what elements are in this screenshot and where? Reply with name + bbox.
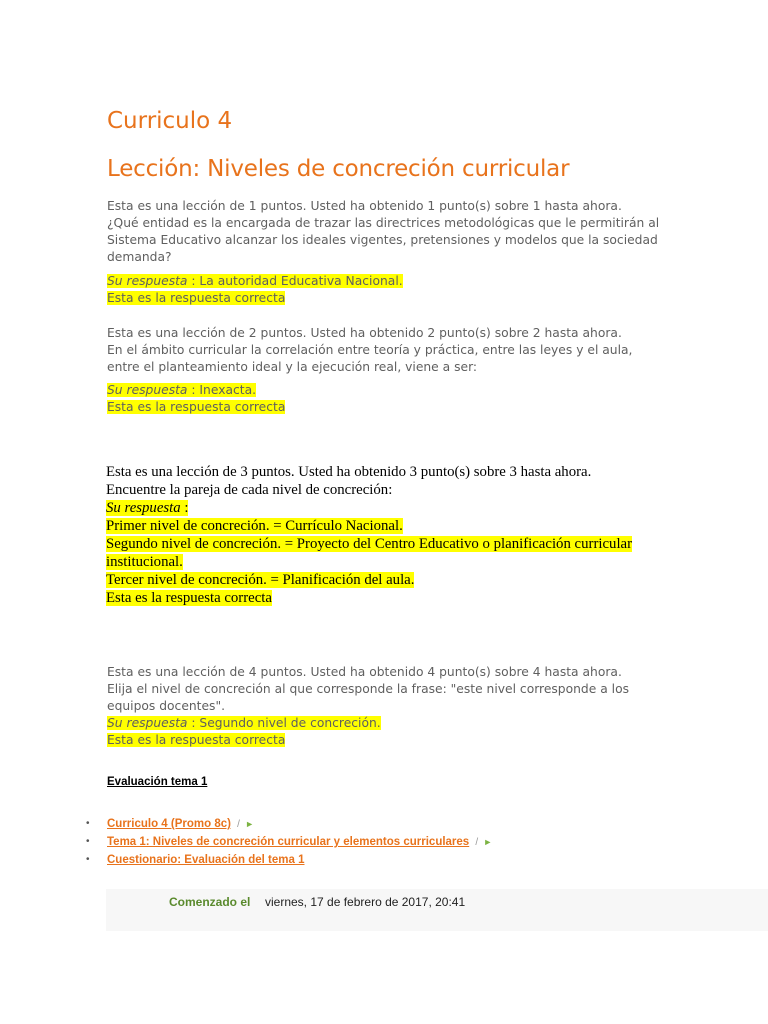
q2-verdict: Esta es la respuesta correcta — [107, 400, 286, 414]
q3-question: Encuentre la pareja de cada nivel de concreción: — [106, 482, 393, 498]
q1-answer-text: : La autoridad Educativa Nacional. — [187, 274, 403, 288]
breadcrumb-separator: / — [475, 837, 479, 848]
breadcrumb-item — [72, 851, 492, 869]
breadcrumb-separator: / — [237, 819, 240, 830]
q3-intro: Esta es una lección de 3 puntos. Usted ha obtenido 3 punto(s) sobre 3 hasta ahora. — [106, 464, 592, 480]
q1-intro: Esta es una lección de 1 puntos. Usted ha obtenido 1 punto(s) sobre 1 hasta ahora. — [107, 199, 622, 213]
breadcrumb-link-quiz[interactable]: Cuestionario: Evaluación del tema 1 — [107, 854, 305, 866]
q3-pair-2: Segundo nivel de concreción. = Proyecto del Centro Educativo o planificación curricular institucional. — [106, 536, 633, 570]
question-1 — [107, 198, 667, 307]
q1-answer — [107, 273, 667, 290]
breadcrumb-item — [72, 815, 492, 833]
started-value: viernes, 17 de febrero de 2017, 20:41 — [265, 895, 466, 909]
q1-verdict: Esta es la respuesta correcta — [107, 291, 286, 305]
question-2 — [107, 325, 667, 416]
course-title: Curriculo 4 — [107, 108, 233, 134]
evaluation-heading: Evaluación tema 1 — [107, 776, 208, 788]
q3-verdict: Esta es la respuesta correcta — [106, 590, 272, 606]
q3-answer-label: Su respuesta — [106, 500, 181, 516]
q3-pair-3: Tercer nivel de concreción. = Planificación del aula. — [106, 572, 415, 588]
arrow-right-icon: ► — [245, 819, 255, 829]
started-label: Comenzado el — [169, 895, 251, 909]
q3-pair-1: Primer nivel de concreción. = Currículo Nacional. — [106, 518, 403, 534]
breadcrumb-link-topic[interactable]: Tema 1: Niveles de concreción curricular y elementos curriculares — [107, 836, 470, 848]
arrow-right-icon: ► — [483, 837, 493, 847]
q4-answer-text: : Segundo nivel de concreción. — [187, 716, 381, 730]
q2-question: En el ámbito curricular la correlación entre teoría y práctica, entre las leyes y el aula, entre el planteamiento ideal y la ejecución real, viene a ser: — [107, 343, 633, 374]
attempt-summary — [106, 889, 768, 931]
q2-answer-label: Su respuesta — [107, 383, 188, 397]
question-3 — [106, 463, 666, 607]
bullet-icon: • — [86, 818, 90, 829]
lesson-title: Lección: Niveles de concreción curricular — [107, 156, 570, 182]
q4-answer — [107, 715, 667, 732]
bullet-icon: • — [86, 836, 90, 847]
breadcrumb-item — [72, 833, 492, 851]
q4-intro: Esta es una lección de 4 puntos. Usted ha obtenido 4 punto(s) sobre 4 hasta ahora. — [107, 665, 622, 679]
q1-answer-label: Su respuesta — [107, 274, 188, 288]
q4-question: Elija el nivel de concreción al que corresponde la frase: "este nivel corresponde a los equipos docentes". — [107, 682, 630, 713]
bullet-icon: • — [86, 854, 90, 865]
q1-question: ¿Qué entidad es la encargada de trazar las directrices metodológicas que le permitirán al Sistema Educativo alcanzar los ideales vigentes, pretensiones y modelos que la sociedad demanda? — [107, 216, 660, 264]
question-4 — [107, 664, 667, 749]
q4-answer-label: Su respuesta — [107, 716, 188, 730]
q2-answer-text: : Inexacta. — [187, 383, 257, 397]
q2-answer — [107, 382, 667, 399]
breadcrumb-link-course[interactable]: Curriculo 4 (Promo 8c) — [107, 818, 231, 830]
q4-verdict: Esta es la respuesta correcta — [107, 733, 286, 747]
q3-answer-header: Su respuesta : — [106, 500, 189, 516]
breadcrumb — [72, 815, 492, 869]
q2-intro: Esta es una lección de 2 puntos. Usted ha obtenido 2 punto(s) sobre 2 hasta ahora. — [107, 326, 622, 340]
